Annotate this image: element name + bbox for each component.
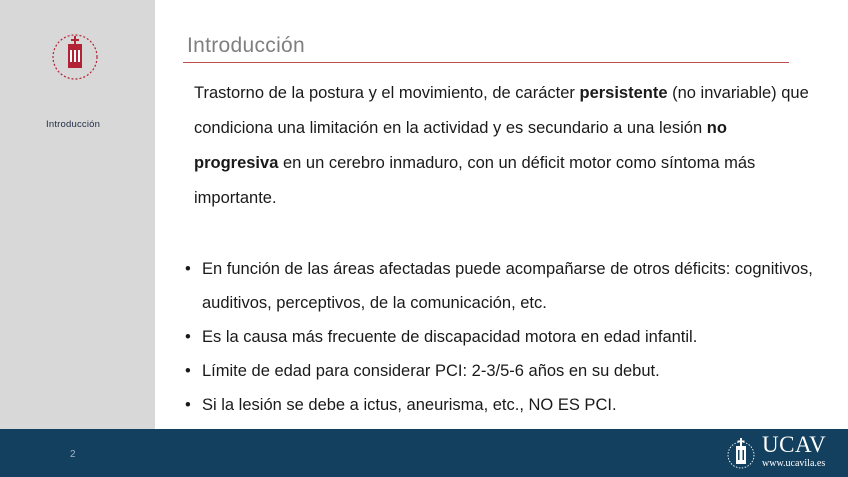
bullet-icon: •	[185, 362, 191, 380]
slide-content	[155, 0, 848, 429]
ucav-emblem-icon	[726, 433, 756, 473]
brand-url-link[interactable]: www.ucavila.es	[762, 458, 826, 469]
bullet-text: Límite de edad para considerar PCI: 2-3/5-6 años en su debut.	[202, 362, 660, 380]
title-divider	[183, 62, 789, 63]
page-number: 2	[70, 449, 76, 460]
sidebar	[0, 0, 155, 429]
intro-paragraph	[194, 76, 814, 216]
bullet-text: Es la causa más frecuente de discapacidad motora en edad infantil.	[202, 328, 698, 346]
list-item	[185, 354, 815, 388]
list-item	[185, 320, 815, 354]
bullet-icon: •	[185, 396, 191, 414]
sidebar-item-introduccion[interactable]: Introducción	[46, 119, 101, 130]
footer-bar	[0, 429, 848, 477]
bullet-text: En función de las áreas afectadas puede acompañarse de otros déficits: cognitivos, auditivos, perceptivos, de la comunicación, etc.	[202, 260, 813, 312]
university-shield-logo	[50, 30, 100, 82]
page-title: Introducción	[187, 34, 306, 57]
bullet-icon: •	[185, 260, 191, 278]
brand-name: UCAV	[762, 432, 827, 457]
intro-text-3: en un cerebro inmaduro, con un déficit motor como síntoma más importante.	[194, 154, 756, 207]
intro-text-1: Trastorno de la postura y el movimiento, de carácter	[194, 84, 580, 102]
intro-text-2: (no invariable) que condiciona una limitación en la actividad y es secundario a una lesión	[194, 84, 809, 137]
intro-bold-no-progresiva: no progresiva	[194, 119, 727, 172]
list-item	[185, 252, 815, 320]
bullet-list	[185, 252, 815, 422]
list-item	[185, 388, 815, 422]
bullet-icon: •	[185, 328, 191, 346]
bullet-text: Si la lesión se debe a ictus, aneurisma, etc., NO ES PCI.	[202, 396, 617, 414]
intro-bold-persistente: persistente	[579, 84, 668, 102]
